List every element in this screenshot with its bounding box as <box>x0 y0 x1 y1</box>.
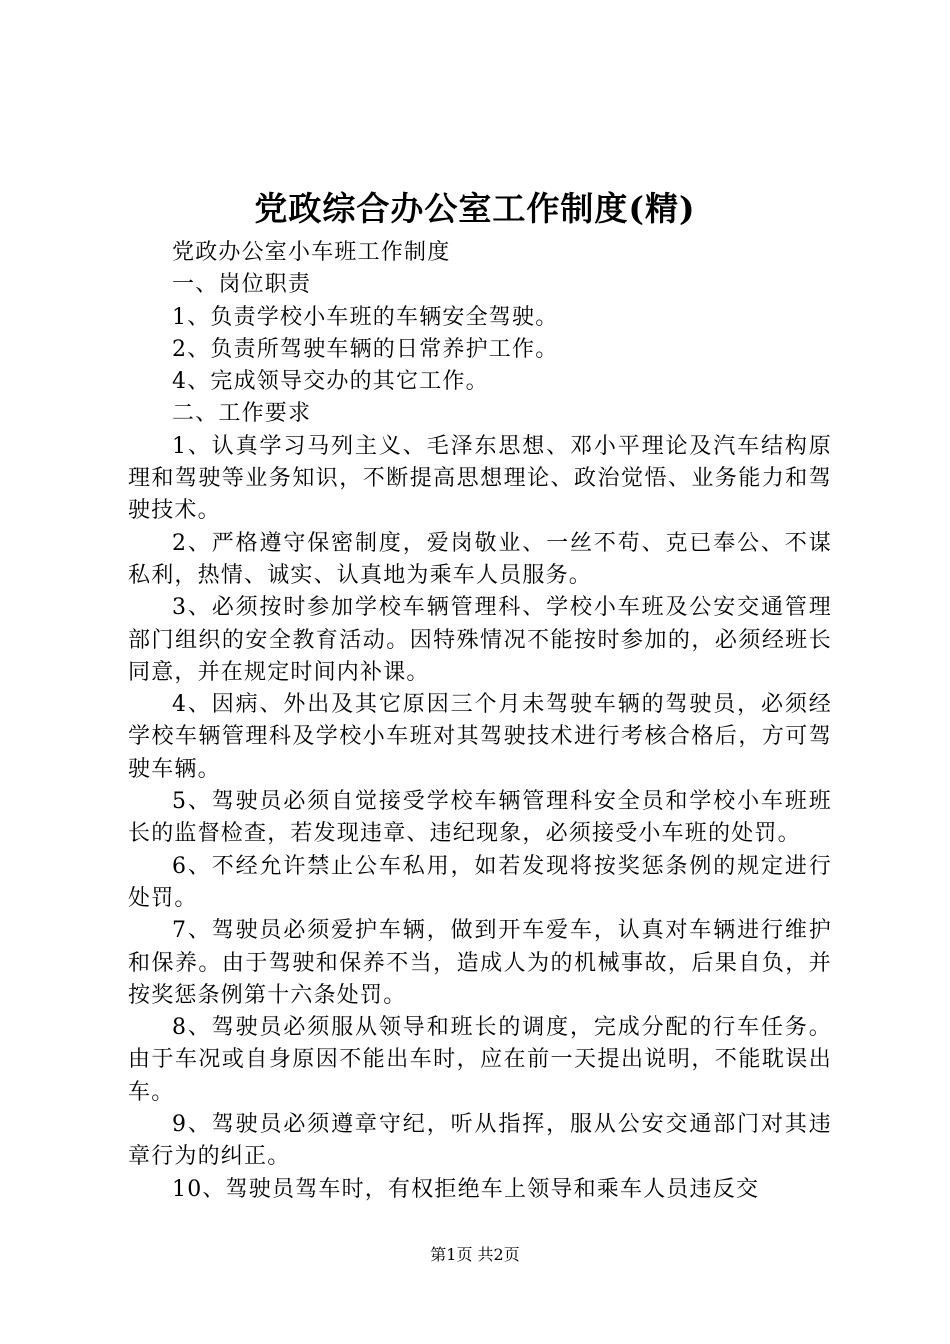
paragraph: 2、严格遵守保密制度，爱岗敬业、一丝不苟、克已奉公、不谋私利，热情、诚实、认真地为乘车人员服务。 <box>128 530 832 588</box>
paragraph: 9、驾驶员必须遵章守纪，听从指挥，服从公安交通部门对其违章行为的纠正。 <box>128 1112 832 1170</box>
document-title: 党政综合办公室工作制度(精) <box>254 189 696 228</box>
document-body <box>128 237 832 1206</box>
paragraph: 6、不经允许禁止公车私用，如若发现将按奖惩条例的规定进行处罚。 <box>128 853 832 911</box>
paragraph: 4、完成领导交办的其它工作。 <box>172 369 489 395</box>
paragraph: 4、因病、外出及其它原因三个月未驾驶车辆的驾驶员，必须经学校车辆管理科及学校小车班对其驾驶技术进行考核合格后，方可驾驶车辆。 <box>128 692 832 782</box>
paragraph: 一、岗位职责 <box>172 272 312 298</box>
paragraph: 10、驾驶员驾车时，有权拒绝车上领导和乘车人员违反交 <box>172 1176 760 1202</box>
paragraph: 二、工作要求 <box>172 401 312 427</box>
paragraph: 1、负责学校小车班的车辆安全驾驶。 <box>172 304 559 330</box>
paragraph: 2、负责所驾驶车辆的日常养护工作。 <box>172 336 559 362</box>
paragraph: 7、驾驶员必须爱护车辆，做到开车爱车，认真对车辆进行维护和保养。由于驾驶和保养不当，造成人为的机械事故，后果自负，并按奖惩条例第十六条处罚。 <box>128 918 832 1008</box>
paragraph: 3、必须按时参加学校车辆管理科、学校小车班及公安交通管理部门组织的安全教育活动。因特殊情况不能按时参加的，必须经班长同意，并在规定时间内补课。 <box>128 595 832 685</box>
page-footer: 第1页 共2页 <box>430 1245 520 1264</box>
paragraph: 党政办公室小车班工作制度 <box>172 240 451 265</box>
paragraph: 1、认真学习马列主义、毛泽东思想、邓小平理论及汽车结构原理和驾驶等业务知识，不断提高思想理论、政治觉悟、业务能力和驾驶技术。 <box>128 433 832 524</box>
paragraph: 5、驾驶员必须自觉接受学校车辆管理科安全员和学校小车班班长的监督检查，若发现违章、违纪现象，必须接受小车班的处罚。 <box>128 789 832 847</box>
paragraph: 8、驾驶员必须服从领导和班长的调度，完成分配的行车任务。由于车况或自身原因不能出车时，应在前一天提出说明，不能耽误出车。 <box>128 1015 832 1105</box>
